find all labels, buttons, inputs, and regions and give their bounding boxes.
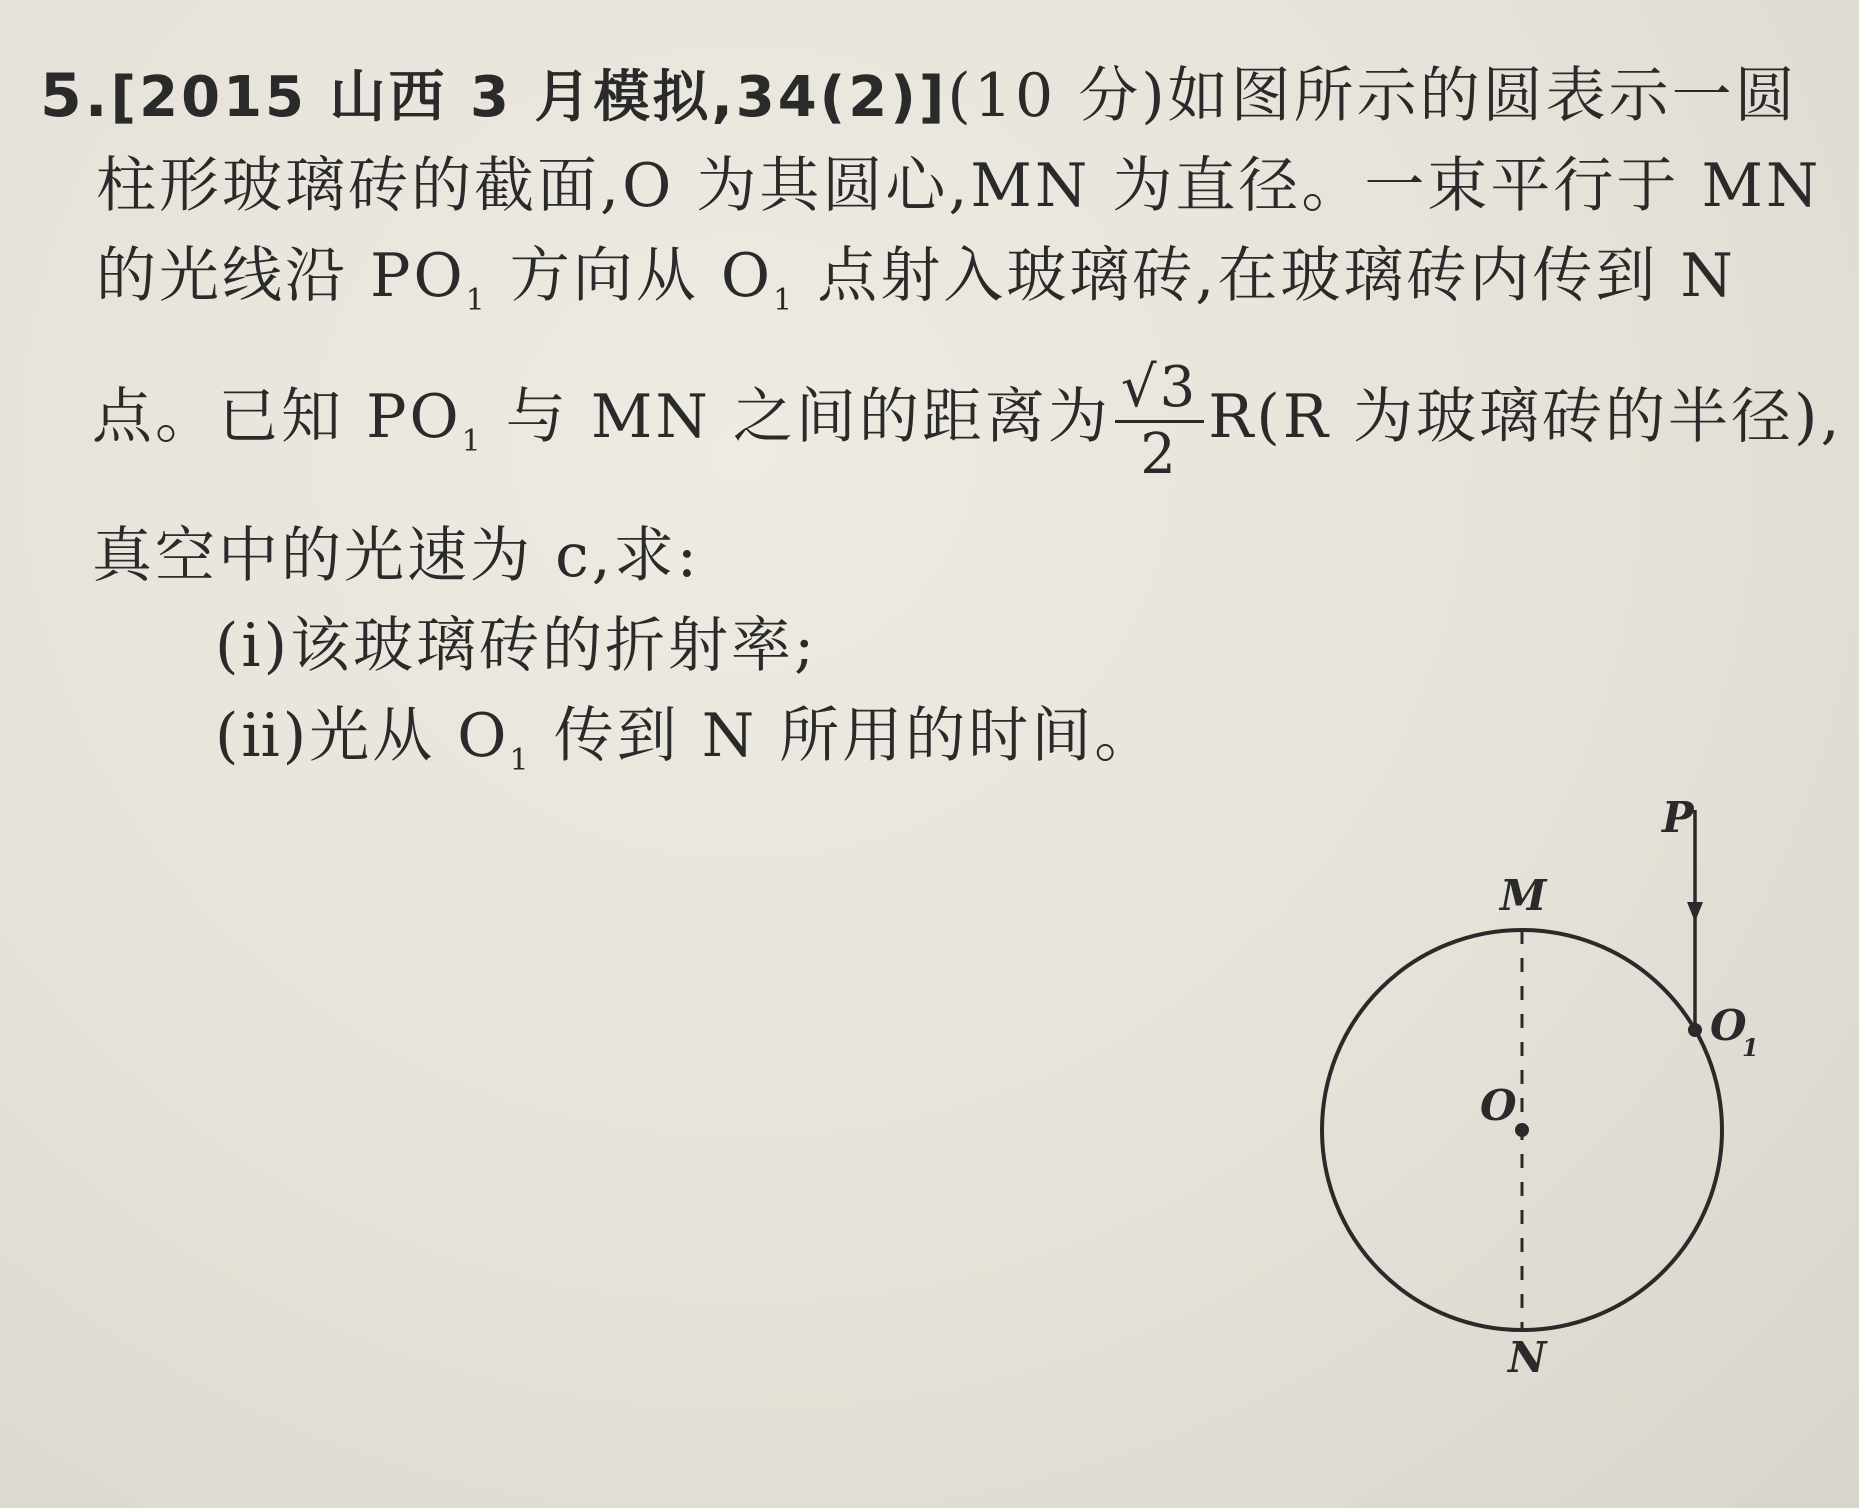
sub-question-2-label: (ⅱ) (215, 701, 310, 771)
question-line-2 (96, 150, 1821, 222)
subscript-1a: 1 (465, 283, 488, 318)
label-p: P (1662, 793, 1694, 842)
label-o1-subscript: 1 (1742, 1033, 1759, 1062)
question-line-3 (96, 240, 1736, 337)
question-header-line (40, 60, 1798, 134)
line4-part-b: 与 MN 之间的距离为 (483, 382, 1111, 453)
line4-part-a: 点。已知 PO (92, 382, 462, 453)
subscript-1b: 1 (773, 283, 796, 318)
subscript-1c: 1 (461, 424, 484, 460)
label-m: M (1500, 871, 1547, 920)
point-o1-dot (1688, 1023, 1702, 1037)
line3-part-b: 方向从 O (487, 241, 774, 311)
sqrt3-over-2-fraction (1115, 355, 1204, 487)
glass-brick-diagram (1290, 790, 1770, 1400)
question-line-4 (92, 355, 1843, 487)
line3-part-a: 的光线沿 PO (96, 241, 466, 311)
sub-question-2 (215, 700, 1157, 797)
line4-part-c: R(R 为玻璃砖的半径), (1208, 382, 1843, 453)
ray-arrow-icon (1687, 902, 1703, 922)
question-line-2-text: 柱形玻璃砖的截面,O 为其圆心,MN 为直径。一束平行于 MN (96, 151, 1822, 221)
line3-part-c: 点射入玻璃砖,在玻璃砖内传到 N (795, 241, 1736, 311)
sub-question-2-text-b: 传到 N 所用的时间。 (531, 701, 1158, 771)
point-o-dot (1515, 1123, 1529, 1137)
question-line-1: 如图所示的圆表示一圆 (1167, 61, 1798, 131)
question-number: 5. (40, 61, 111, 131)
sub-question-1 (215, 610, 817, 682)
label-o: O (1480, 1081, 1517, 1130)
question-line-5 (92, 520, 700, 592)
fraction-numerator: √3 (1115, 360, 1204, 423)
sub-question-1-label: (ⅰ) (215, 611, 291, 681)
label-o1: O (1710, 1001, 1747, 1050)
label-n: N (1508, 1333, 1547, 1382)
question-score: (10 分) (947, 61, 1168, 131)
question-source: [2015 山西 3 月模拟,34(2)] (110, 65, 948, 130)
fraction-denominator: 2 (1140, 422, 1179, 487)
sub-question-2-text-a: 光从 O (309, 701, 510, 771)
sub-question-1-text: 该玻璃砖的折射率; (290, 611, 818, 681)
subscript-1d: 1 (509, 743, 532, 778)
question-line-5-text: 真空中的光速为 c,求: (92, 521, 700, 591)
